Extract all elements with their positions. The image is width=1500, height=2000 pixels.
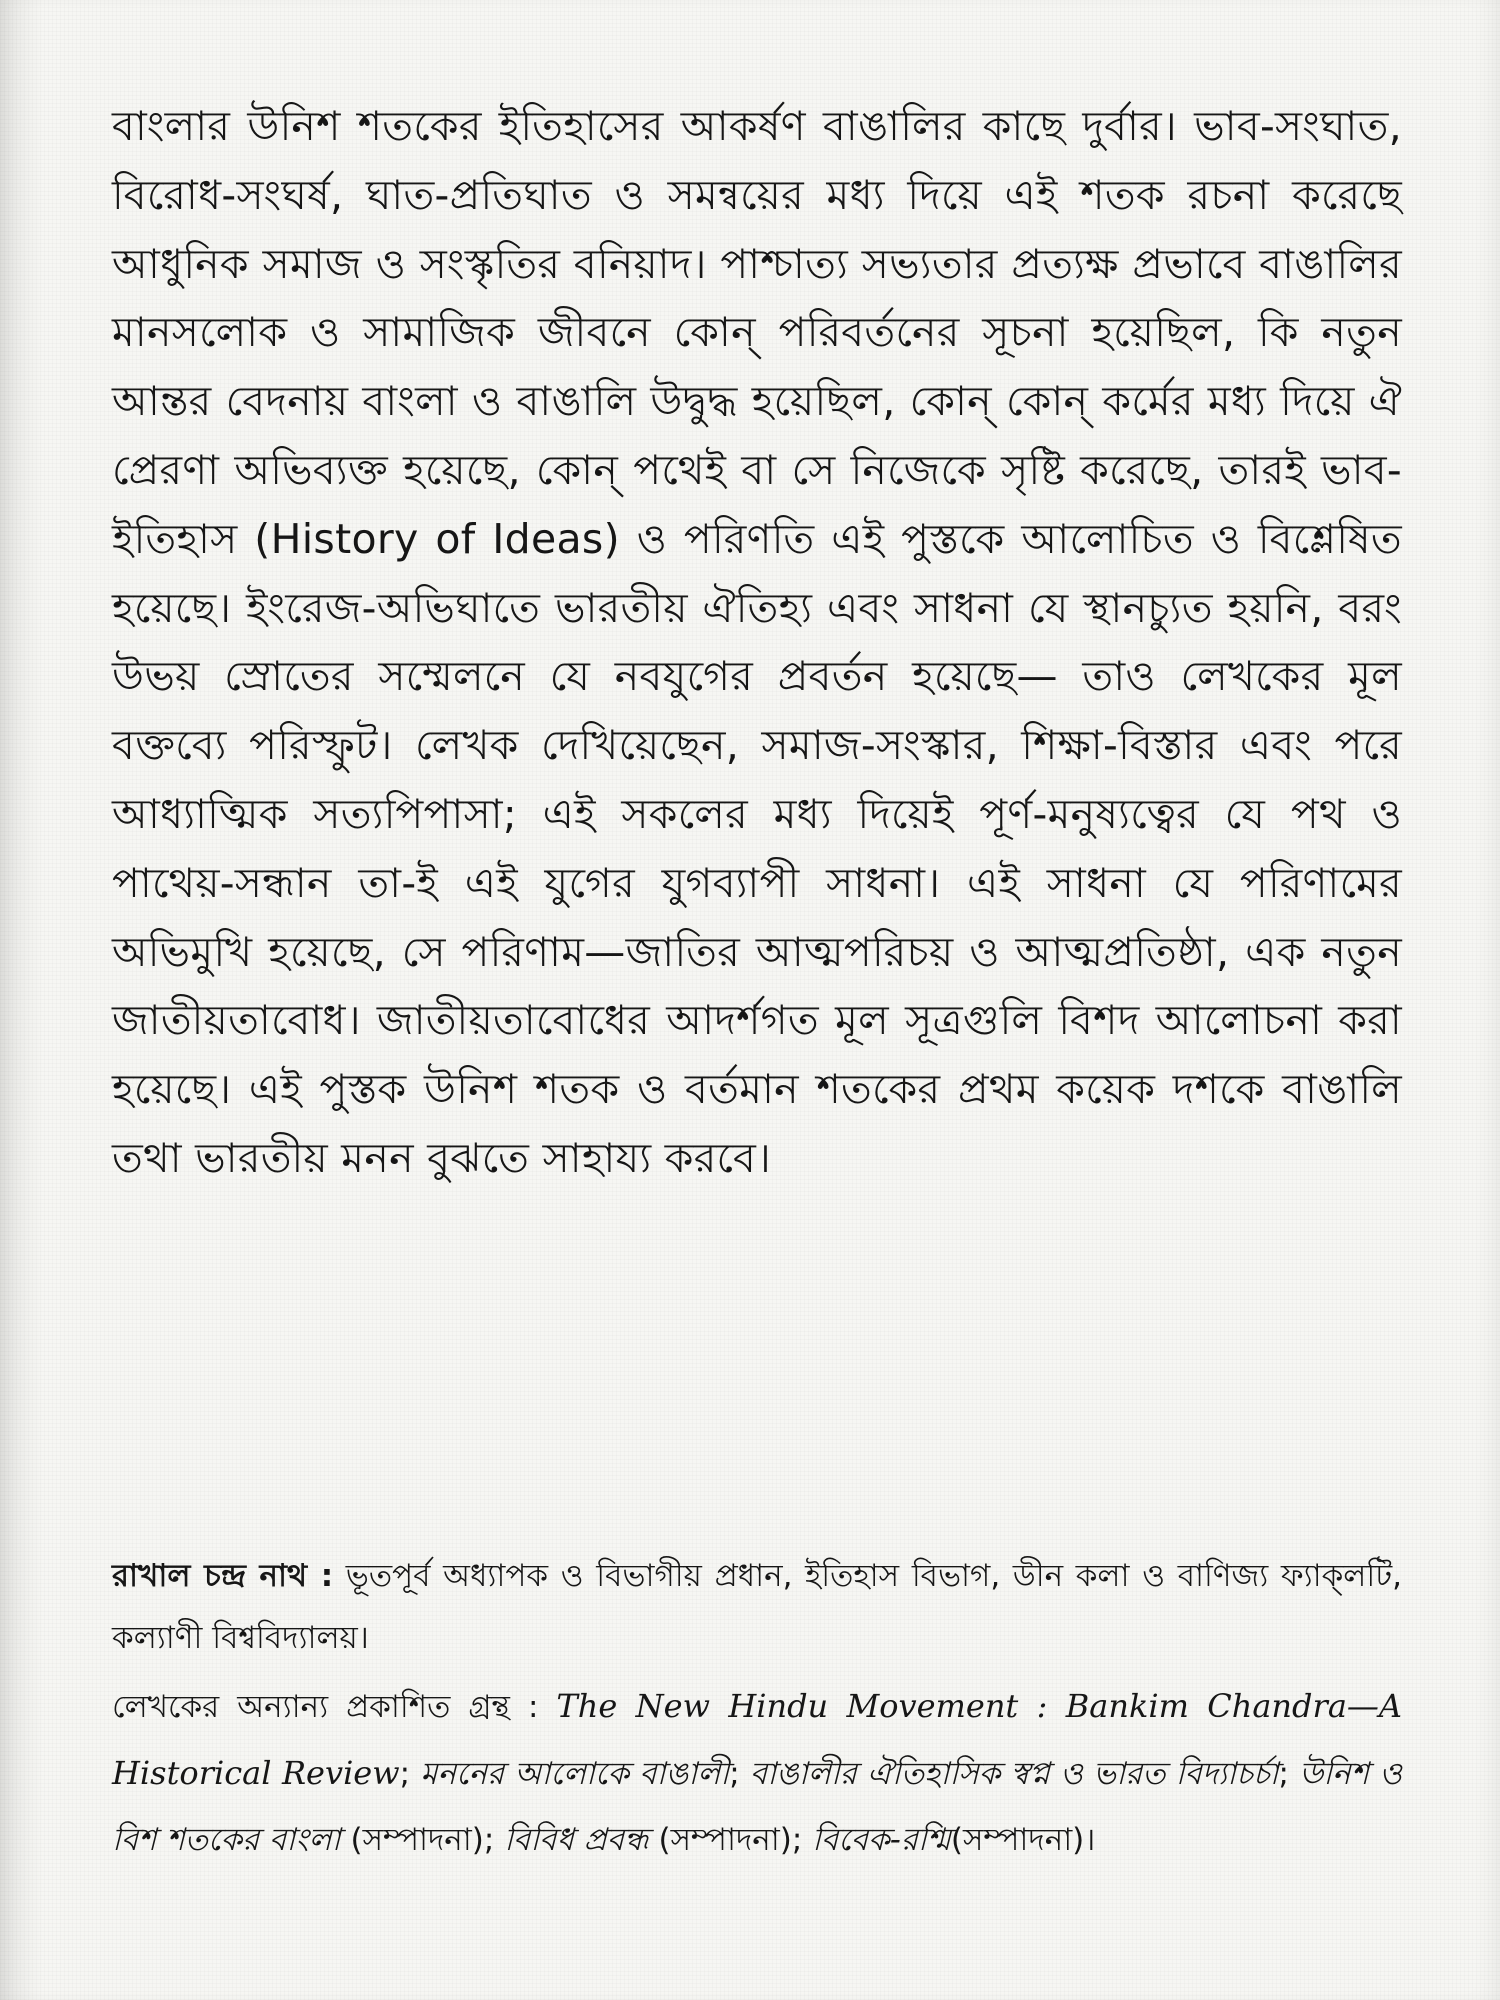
edit-note: (সম্পাদনা) (350, 1822, 484, 1858)
book-title: উনিশ ও বিশ শতকের বাংলা (112, 1756, 1402, 1858)
title-separator (341, 1822, 351, 1858)
edit-note: (সম্পাদনা) (658, 1822, 792, 1858)
page-edge-shadow (0, 0, 44, 2000)
title-separator: ; (791, 1822, 813, 1858)
book-title: বিবিধ প্রবন্ধ (504, 1822, 649, 1858)
author-description: ভূতপূর্ব অধ্যাপক ও বিভাগীয় প্রধান, ইতিহাস বিভাগ, ডীন কলা ও বাণিজ্য ফ্যাক্‌লটি, কল্যাণী বিশ্ববিদ্যালয়। (112, 1558, 1402, 1656)
book-title: মননের আলোকে বাঙালী (420, 1756, 730, 1792)
title-separator: ; (483, 1822, 505, 1858)
book-title: বাঙালীর ঐতিহাসিক স্বপ্ন ও ভারত বিদ্যাচর্চা (749, 1756, 1279, 1792)
other-books (112, 1673, 1402, 1873)
other-books-label: লেখকের অন্যান্য প্রকাশিত গ্রন্থ : (112, 1689, 557, 1725)
book-title: The New Hindu Movement : Bankim Chandra—A Historical Review (112, 1687, 1403, 1792)
title-separator: ; (1278, 1756, 1300, 1792)
book-description: বাংলার উনিশ শতকের ইতিহাসের আকর্ষণ বাঙালির কাছে দুর্বার। ভাব-সংঘাত, বিরোধ-সংঘর্ষ, ঘাত-প্রতিঘাত ও সমন্বয়ের মধ্য দিয়ে এই শতক রচনা করেছে আধুনিক সমাজ ও সংস্কৃতির বনিয়াদ। পাশ্চাত্য সভ্যতার প্রত্যক্ষ প্রভাবে বাঙালির মানসলোক ও সামাজিক জীবনে কোন্ পরিবর্তনের সূচনা হয়েছিল, কি নতুন আন্তর বেদনায় বাংলা ও বাঙালি উদ্বুদ্ধ হয়েছিল, কোন্ কোন্ কর্মের মধ্য দিয়ে ঐ প্রেরণা অভিব্যক্ত হয়েছে, কোন্ পথেই বা সে নিজেকে সৃষ্টি করেছে, তারই ভাব-ইতিহাস (History of Ideas) ও পরিণতি এই পুস্তকে আলোচিত ও বিশ্লেষিত হয়েছে। ইংরেজ-অভিঘাতে ভারতীয় ঐতিহ্য এবং সাধনা যে স্থানচ্যুত হয়নি, বরং উভয় স্রোতের সম্মেলনে যে নবযুগের প্রবর্তন হয়েছে— তাও লেখকের মূল বক্তব্যে পরিস্ফুট। লেখক দেখিয়েছেন, সমাজ-সংস্কার, শিক্ষা-বিস্তার এবং পরে আধ্যাত্মিক সত্যপিপাসা; এই সকলের মধ্য দিয়েই পূর্ণ-মনুষ্যত্বের যে পথ ও পাথেয়-সন্ধান তা-ই এই যুগের যুগব্যাপী সাধনা। এই সাধনা যে পরিণামের অভিমুখি হয়েছে, সে পরিণাম—জাতির আত্মপরিচয় ও আত্মপ্রতিষ্ঠা, এক নতুন জাতীয়তাবোধ। জাতীয়তাবোধের আদর্শগত মূল সূত্রগুলি বিশদ আলোচনা করা হয়েছে। এই পুস্তক উনিশ শতক ও বর্তমান শতকের প্রথম কয়েক দশকে বাঙালি তথা ভারতীয় মনন বুঝতে সাহায্য করবে। (112, 102, 1402, 1182)
edit-note: (সম্পাদনা) (950, 1822, 1085, 1858)
author-name: রাখাল চন্দ্র নাথ : (112, 1558, 334, 1594)
title-separator: ; (399, 1756, 421, 1792)
final-stop: । (1084, 1822, 1096, 1858)
title-separator: ; (729, 1756, 750, 1792)
author-bio (112, 1545, 1402, 1669)
book-title: বিবেক-রশ্মি (812, 1822, 951, 1858)
title-separator (649, 1822, 659, 1858)
